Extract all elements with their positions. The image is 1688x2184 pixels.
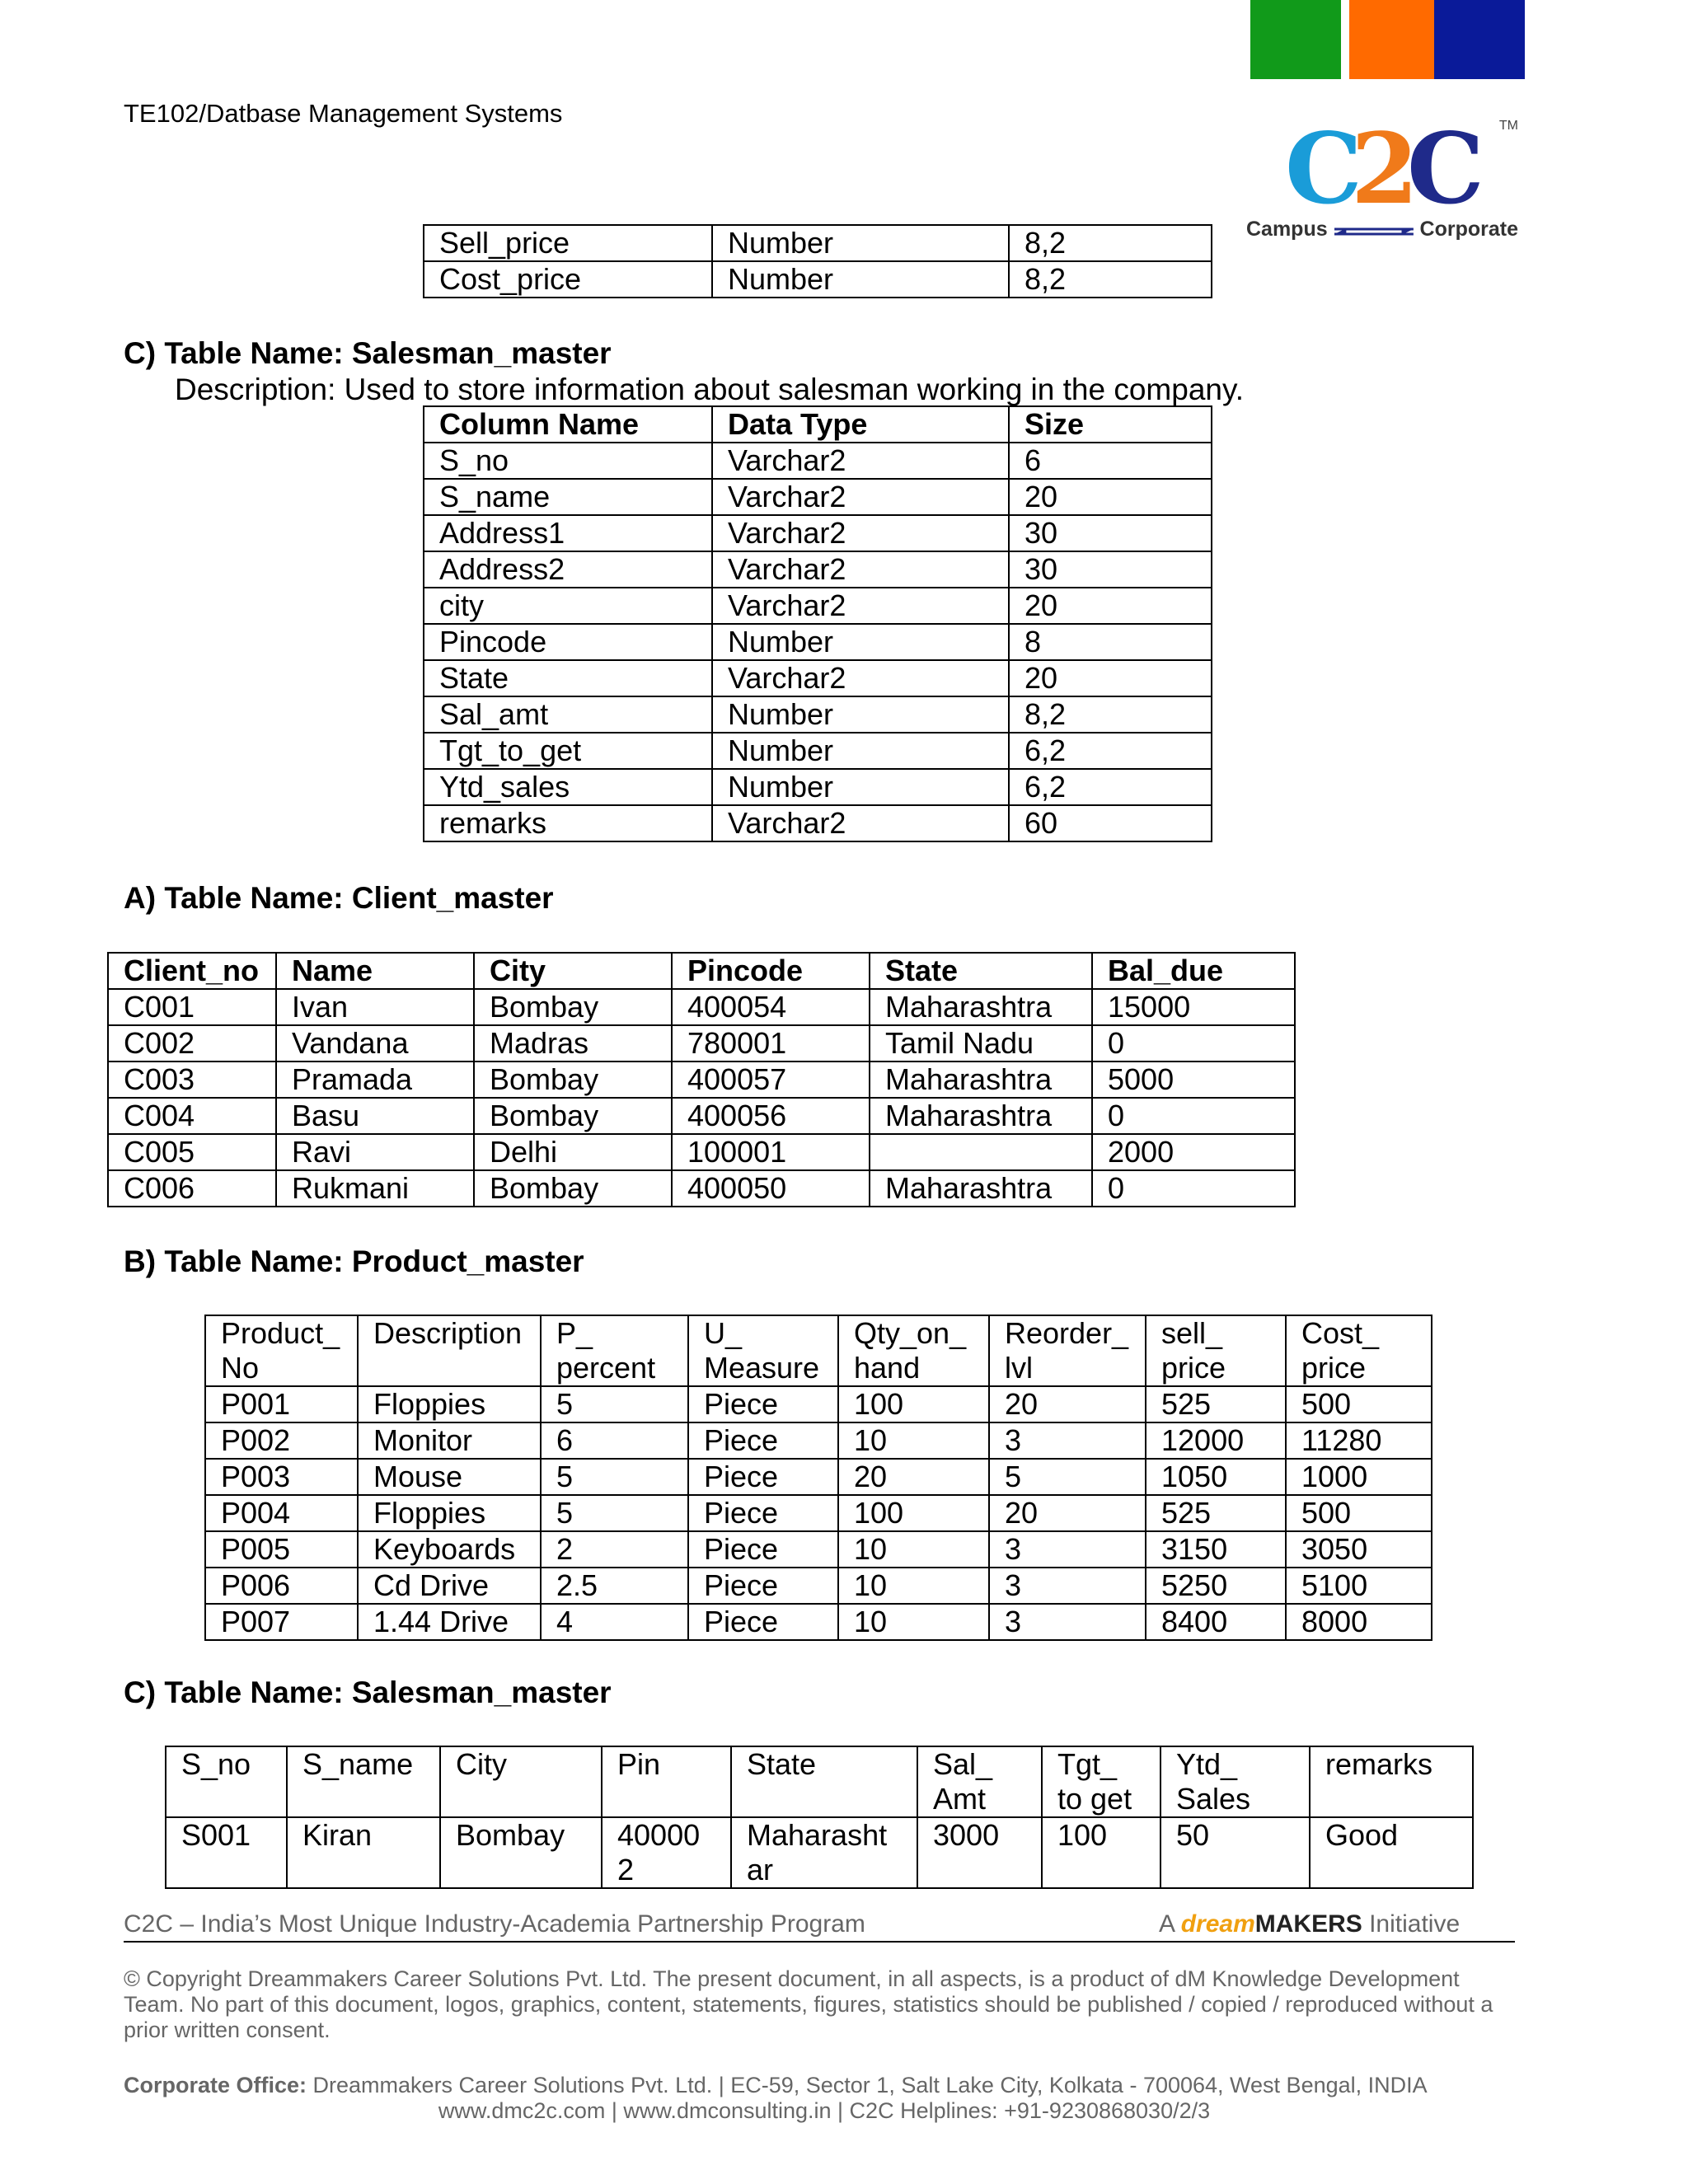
table-row [424,551,1212,588]
logo-campus: Campus [1246,218,1328,241]
table-cell: 0 [1092,1098,1295,1134]
table-cell: Varchar2 [712,588,1009,624]
table-cell: P006 [205,1568,358,1604]
table-row [424,769,1212,805]
table-cell: 500 [1286,1495,1432,1531]
table-cell: 8400 [1146,1604,1286,1640]
client-master-table [107,952,1296,1207]
table-cell: 1.44 Drive [358,1604,541,1640]
table-cell: 5250 [1146,1568,1286,1604]
table-cell: 525 [1146,1386,1286,1422]
exchange-arrow-icon [1334,222,1414,238]
table-cell: P005 [205,1531,358,1568]
table-cell: State [424,660,712,696]
table-cell: Keyboards [358,1531,541,1568]
table-row [205,1495,1432,1531]
table-cell: 3 [989,1568,1146,1604]
column-header: Product_ No [205,1315,358,1386]
table-cell: 40000 2 [602,1817,731,1888]
footer-divider [124,1941,1515,1943]
table-cell: 5 [541,1459,688,1495]
column-header: Data Type [712,406,1009,443]
table-cell: 100001 [672,1134,870,1170]
table-cell: P003 [205,1459,358,1495]
section-c2-title: C) Table Name: Salesman_master [124,1675,612,1709]
column-header: P_ percent [541,1315,688,1386]
table-row [205,1422,1432,1459]
column-header: U_ Measure [688,1315,838,1386]
column-header: Pincode [672,953,870,989]
table-cell: 5100 [1286,1568,1432,1604]
column-header: Name [276,953,474,989]
table-cell: Number [712,769,1009,805]
page-header: TE102/Datbase Management Systems [124,99,563,128]
table-cell: S001 [166,1817,287,1888]
table-cell: Piece [688,1568,838,1604]
table-cell: Ytd_sales [424,769,712,805]
table-cell: Basu [276,1098,474,1134]
table-cell: 15000 [1092,989,1295,1025]
table-cell: 11280 [1286,1422,1432,1459]
trademark-mark: TM [1498,119,1518,133]
table-cell: Ivan [276,989,474,1025]
office-contact-line: www.dmc2c.com | www.dmconsulting.in | C2C Helplines: +91-9230868030/2/3 [438,2098,1211,2123]
table-cell: 3050 [1286,1531,1432,1568]
table-row [108,1134,1295,1170]
table-cell: 20 [989,1386,1146,1422]
table-cell: Madras [474,1025,672,1062]
table-cell: 2 [541,1531,688,1568]
table-cell: C001 [108,989,276,1025]
table-row [424,479,1212,515]
table-cell: Ravi [276,1134,474,1170]
logo-tagline [1246,218,1518,241]
column-header: Client_no [108,953,276,989]
table-cell: P001 [205,1386,358,1422]
table-row [424,443,1212,479]
table-row [108,1062,1295,1098]
table-cell: Sell_price [424,225,712,261]
table-row [424,225,1212,261]
table-cell: Maharashtra [870,1170,1092,1207]
table-cell: 10 [838,1604,989,1640]
table-cell: 3150 [1146,1531,1286,1568]
table-row [205,1531,1432,1568]
table-row [424,805,1212,841]
corporate-office: Corporate Office: Dreammakers Career Solutions Pvt. Ltd. | EC-59, Sector 1, Salt Lake City, Kolkata - 700064, West Bengal, INDIA www.dmc2c.com | www.dmconsulting.in | C2C Helplines: +91-9230868030/2/3 [124,2073,1525,2124]
table-row [205,1459,1432,1495]
logo-corporate: Corporate [1419,218,1518,241]
table-cell: 525 [1146,1495,1286,1531]
table-row [108,1025,1295,1062]
table-cell: Number [712,261,1009,298]
table-cell: C003 [108,1062,276,1098]
table-cell: S_name [424,479,712,515]
column-header: State [870,953,1092,989]
table-cell: Number [712,696,1009,733]
table-cell: C002 [108,1025,276,1062]
column-header: City [474,953,672,989]
column-header: S_no [166,1746,287,1817]
table-cell: Maharashtra [870,1098,1092,1134]
table-cell: 3 [989,1422,1146,1459]
salesman-master-table [165,1746,1474,1889]
table-cell: 780001 [672,1025,870,1062]
table-cell: 2.5 [541,1568,688,1604]
table-cell: 5 [541,1495,688,1531]
table-cell: Piece [688,1495,838,1531]
column-header: Qty_on_ hand [838,1315,989,1386]
section-b-title: B) Table Name: Product_master [124,1244,584,1278]
table-cell: 6 [1009,443,1212,479]
table-cell: Piece [688,1459,838,1495]
table-cell: Piece [688,1531,838,1568]
table-cell: Number [712,733,1009,769]
table-cell: Varchar2 [712,515,1009,551]
column-header: Tgt_ to get [1042,1746,1160,1817]
table-cell: Vandana [276,1025,474,1062]
table-cell: 30 [1009,515,1212,551]
table-row [108,1098,1295,1134]
table-cell: 400057 [672,1062,870,1098]
table-cell: Bombay [440,1817,602,1888]
logo-mark: C2C [1285,111,1473,226]
table-cell: Sal_amt [424,696,712,733]
table-cell: Maharashtra [870,989,1092,1025]
table-row [424,733,1212,769]
column-header: State [731,1746,917,1817]
table-cell: 8 [1009,624,1212,660]
table-cell: C005 [108,1134,276,1170]
table-cell: Pincode [424,624,712,660]
table-cell: 30 [1009,551,1212,588]
table-cell: 6 [541,1422,688,1459]
table-cell: Varchar2 [712,551,1009,588]
table-cell: Varchar2 [712,660,1009,696]
column-header: City [440,1746,602,1817]
table-row [166,1817,1473,1888]
table-cell: 3 [989,1531,1146,1568]
table-cell: Good [1310,1817,1473,1888]
table-cell: 6,2 [1009,769,1212,805]
table-cell: 1000 [1286,1459,1432,1495]
table-cell: Cost_price [424,261,712,298]
table-row [108,1170,1295,1207]
table-cell: C006 [108,1170,276,1207]
table-cell: Pramada [276,1062,474,1098]
table-cell: city [424,588,712,624]
table-cell: 10 [838,1568,989,1604]
table-cell: 2000 [1092,1134,1295,1170]
table-cell: 20 [838,1459,989,1495]
table-cell: Delhi [474,1134,672,1170]
table-cell: 0 [1092,1170,1295,1207]
table-cell: Piece [688,1604,838,1640]
table-row [205,1386,1432,1422]
column-header: Size [1009,406,1212,443]
product-schema-continuation-table [423,224,1212,298]
table-header-row [166,1746,1473,1817]
table-cell: Piece [688,1386,838,1422]
product-master-table [204,1315,1432,1641]
table-header-row [205,1315,1432,1386]
salesman-schema-table [423,405,1212,842]
table-cell [870,1134,1092,1170]
section-c-title: C) Table Name: Salesman_master [124,336,612,370]
table-row [424,624,1212,660]
table-cell: P007 [205,1604,358,1640]
table-cell: 20 [1009,588,1212,624]
table-cell: Kiran [287,1817,440,1888]
column-header: Description [358,1315,541,1386]
column-header: Cost_ price [1286,1315,1432,1386]
table-cell: Varchar2 [712,443,1009,479]
table-cell: 8,2 [1009,261,1212,298]
column-header: Pin [602,1746,731,1817]
column-header: S_name [287,1746,440,1817]
table-cell: 20 [989,1495,1146,1531]
table-cell: 50 [1160,1817,1310,1888]
table-row [424,261,1212,298]
table-cell: Bombay [474,1170,672,1207]
table-cell: 20 [1009,479,1212,515]
table-cell: 5000 [1092,1062,1295,1098]
table-cell: 8,2 [1009,696,1212,733]
table-cell: Floppies [358,1386,541,1422]
column-header: Bal_due [1092,953,1295,989]
brand-square-orange [1349,0,1440,79]
copyright-notice: © Copyright Dreammakers Career Solutions Pvt. Ltd. The present document, in all aspects, is a product of dM Knowledge Development Team. No part of this document, logos, graphics, content, statements, figures, statistics should be published / copied / reproduced without a prior written consent. [124,1966,1493,2042]
table-cell: Number [712,225,1009,261]
table-cell: 500 [1286,1386,1432,1422]
table-cell: P004 [205,1495,358,1531]
table-cell: 1050 [1146,1459,1286,1495]
table-cell: 100 [838,1386,989,1422]
table-cell: Bombay [474,989,672,1025]
table-cell: 8,2 [1009,225,1212,261]
table-row [424,660,1212,696]
table-cell: Floppies [358,1495,541,1531]
table-cell: Tgt_to_get [424,733,712,769]
table-row [108,989,1295,1025]
section-a-title: A) Table Name: Client_master [124,881,554,915]
table-cell: C004 [108,1098,276,1134]
table-cell: 4 [541,1604,688,1640]
table-row [205,1604,1432,1640]
column-header: Reorder_ lvl [989,1315,1146,1386]
column-header: sell_ price [1146,1315,1286,1386]
table-cell: 10 [838,1422,989,1459]
table-cell: Maharasht ar [731,1817,917,1888]
table-cell: 12000 [1146,1422,1286,1459]
table-cell: Bombay [474,1098,672,1134]
table-cell: P002 [205,1422,358,1459]
c2c-logo [1243,111,1523,255]
table-cell: 60 [1009,805,1212,841]
table-row [424,696,1212,733]
table-cell: Varchar2 [712,805,1009,841]
table-cell: Maharashtra [870,1062,1092,1098]
table-cell: 20 [1009,660,1212,696]
table-cell: remarks [424,805,712,841]
table-cell: Rukmani [276,1170,474,1207]
table-cell: Address1 [424,515,712,551]
table-row [424,515,1212,551]
table-header-row [424,406,1212,443]
table-cell: 100 [1042,1817,1160,1888]
section-c-description: Description: Used to store information about salesman working in the company. [175,373,1245,406]
footer-tagline: C2C – India’s Most Unique Industry-Academia Partnership Program [124,1910,865,1938]
table-row [424,588,1212,624]
table-cell: 0 [1092,1025,1295,1062]
table-cell: Address2 [424,551,712,588]
table-row [205,1568,1432,1604]
table-cell: 3 [989,1604,1146,1640]
column-header: remarks [1310,1746,1473,1817]
footer-initiative: A dreamMAKERS Initiative [1159,1910,1461,1938]
table-cell: 3000 [917,1817,1042,1888]
column-header: Ytd_ Sales [1160,1746,1310,1817]
table-cell: 5 [541,1386,688,1422]
table-cell: 6,2 [1009,733,1212,769]
table-cell: Bombay [474,1062,672,1098]
table-cell: 400056 [672,1098,870,1134]
table-cell: Cd Drive [358,1568,541,1604]
table-cell: 400054 [672,989,870,1025]
brand-square-blue [1434,0,1525,79]
table-cell: 400050 [672,1170,870,1207]
table-cell: 8000 [1286,1604,1432,1640]
table-cell: Monitor [358,1422,541,1459]
brand-square-green [1250,0,1341,79]
table-cell: 10 [838,1531,989,1568]
table-cell: Mouse [358,1459,541,1495]
table-cell: Varchar2 [712,479,1009,515]
column-header: Column Name [424,406,712,443]
table-cell: S_no [424,443,712,479]
table-cell: Number [712,624,1009,660]
table-header-row [108,953,1295,989]
table-cell: Piece [688,1422,838,1459]
table-cell: Tamil Nadu [870,1025,1092,1062]
table-cell: 100 [838,1495,989,1531]
column-header: Sal_ Amt [917,1746,1042,1817]
table-cell: 5 [989,1459,1146,1495]
